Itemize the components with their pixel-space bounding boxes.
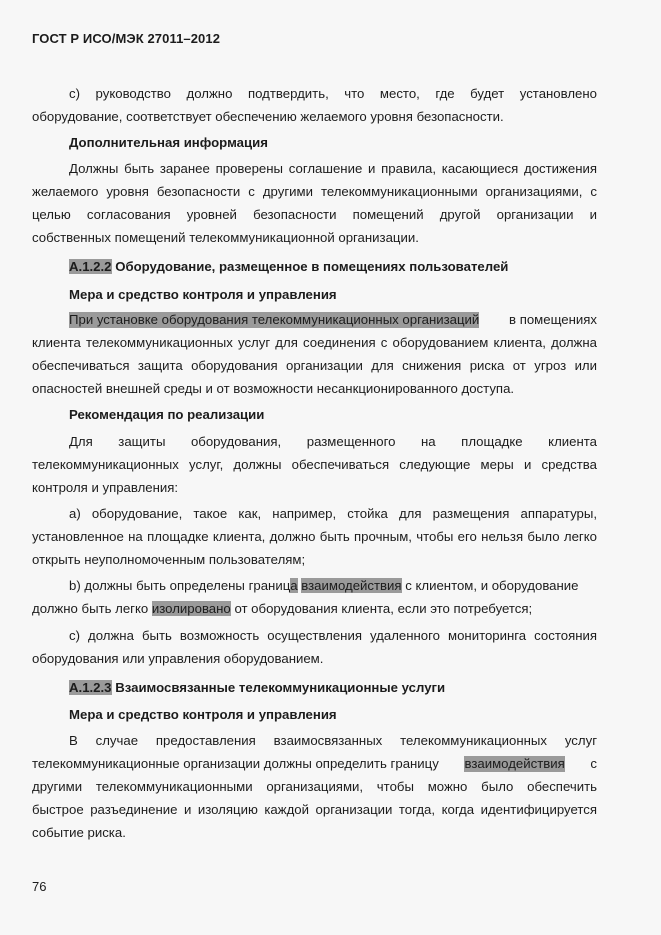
- paragraph-line: Для защиты оборудования, размещенного на площадке клиента: [69, 434, 597, 449]
- document-header: ГОСТ Р ИСО/МЭК 27011–2012: [32, 31, 221, 46]
- highlighted-text: При установке оборудования телекоммуникационных организаций: [69, 312, 480, 327]
- paragraph-line: с) должна быть возможность осуществления удаленного мониторинга состояния: [69, 628, 597, 643]
- text-span: b) должны быть определены границ: [69, 578, 291, 593]
- paragraph-line: открыть неуполномоченным пользователям;: [32, 552, 306, 567]
- highlighted-text: взаимодействия: [464, 756, 565, 771]
- paragraph-line: В случае предоставления взаимосвязанных телекоммуникационных услуг: [69, 733, 597, 748]
- paragraph-line: другими телекоммуникационными организациями, чтобы можно было обеспечить: [32, 779, 597, 794]
- section-title-a123: [69, 680, 445, 696]
- highlighted-text: изолировано: [151, 601, 231, 616]
- section-heading: Дополнительная информация: [69, 135, 268, 150]
- text-span: с клиентом, и оборудование: [405, 578, 579, 593]
- section-heading: Рекомендация по реализации: [69, 407, 265, 422]
- paragraph-line: быстрое разъединение и изоляцию каждой организации тогда, когда идентифицируется: [32, 802, 597, 817]
- section-title: Взаимосвязанные телекоммуникационные услуги: [115, 680, 446, 695]
- text-span: [69, 578, 579, 594]
- highlighted-text: а: [290, 578, 298, 593]
- section-title: Оборудование, размещенное в помещениях пользователей: [115, 259, 509, 274]
- paragraph-line: опасностей внешней среды и от возможности несанкционированного доступа.: [32, 381, 515, 396]
- paragraph-line: оборудования или управления оборудованием.: [32, 651, 324, 666]
- section-heading: Мера и средство контроля и управления: [69, 287, 337, 302]
- paragraph-line: установленное на площадке клиента, должно быть прочным, чтобы его нельзя было легко: [32, 529, 597, 544]
- section-heading: Мера и средство контроля и управления: [69, 707, 337, 722]
- paragraph-line: целью согласования уровней безопасности помещений другой организации и: [32, 207, 597, 222]
- paragraph-line: Должны быть заранее проверены соглашение и правила, касающиеся достижения: [69, 161, 597, 176]
- section-title-a122: [69, 259, 508, 275]
- paragraph-line: событие риска.: [32, 825, 126, 840]
- paragraph-line: [69, 578, 597, 594]
- text-span: в помещениях: [509, 312, 597, 327]
- text-span: должно быть легко: [32, 601, 149, 616]
- text-span: телекоммуникационные организации должны определить границу: [32, 756, 439, 771]
- paragraph-line: собственных помещений телекоммуникационной организации.: [32, 230, 419, 245]
- section-number: А.1.2.3: [69, 680, 112, 695]
- text-span: от оборудования клиента, если это потребуется;: [234, 601, 533, 616]
- paragraph-line: [32, 601, 532, 617]
- paragraph-line: [32, 756, 597, 772]
- section-number: А.1.2.2: [69, 259, 112, 274]
- paragraph-line: обеспечиваться защита оборудования организации для снижения риска от угроз или: [32, 358, 597, 373]
- paragraph-line: а) оборудование, такое как, например, стойка для размещения аппаратуры,: [69, 506, 597, 521]
- paragraph-line: клиента телекоммуникационных услуг для соединения с оборудованием клиента, должна: [32, 335, 597, 350]
- paragraph-line: с) руководство должно подтвердить, что место, где будет установлено: [69, 86, 597, 101]
- paragraph-line: [69, 312, 597, 328]
- page-number: 76: [32, 879, 47, 894]
- text-span: с: [590, 756, 597, 771]
- paragraph-line: телекоммуникационных услуг, должны обеспечиваться следующие меры и средства: [32, 457, 597, 472]
- paragraph-line: контроля и управления:: [32, 480, 179, 495]
- paragraph-line: оборудование, соответствует обеспечению желаемого уровня безопасности.: [32, 109, 504, 124]
- highlighted-text: взаимодействия: [301, 578, 402, 593]
- paragraph-line: желаемого уровня безопасности с другими телекоммуникационными организациями, с: [32, 184, 597, 199]
